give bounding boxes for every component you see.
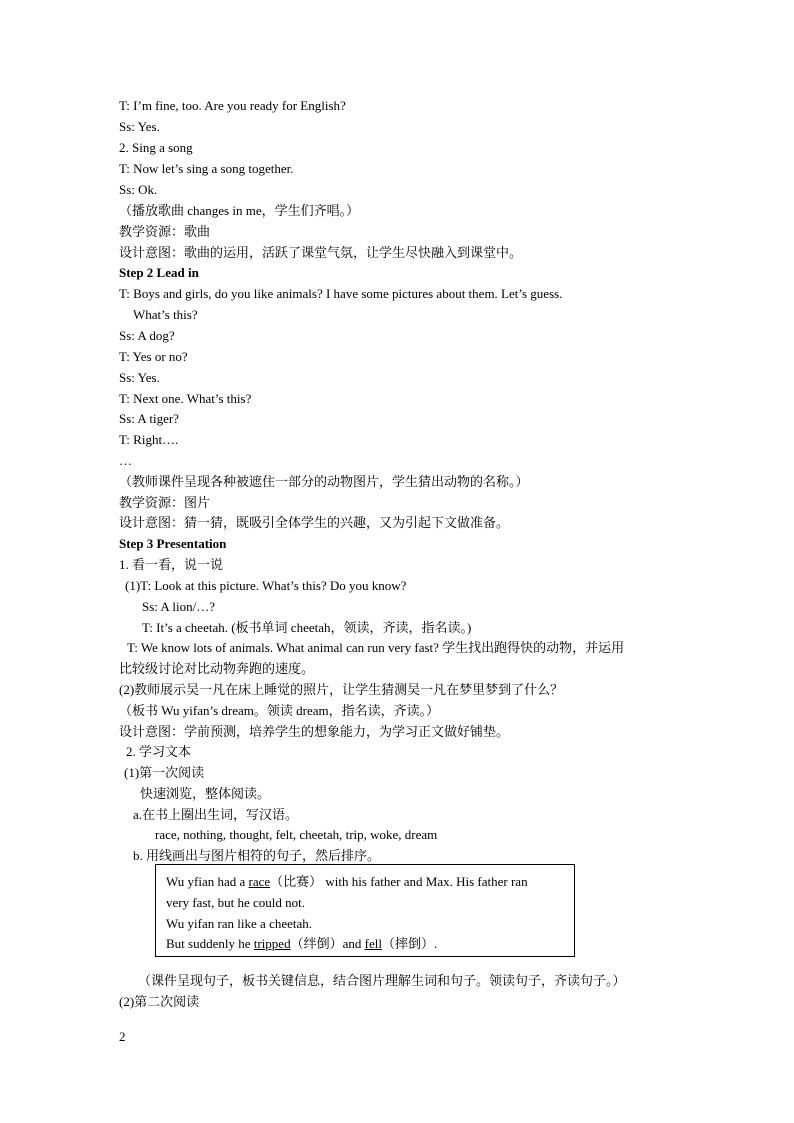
dialogue-line: What’s this?: [133, 307, 198, 322]
section-item: 1. 看一看，说一说: [119, 557, 224, 572]
ellipsis-line: …: [119, 453, 132, 468]
dialogue-line: T: Yes or no?: [119, 349, 188, 364]
note-line: （播放歌曲 changes in me，学生们齐唱。）: [119, 203, 360, 218]
page-number: 2: [119, 1029, 126, 1044]
design-intent-line: 设计意图：猜一猜，既吸引全体学生的兴趣，又为引起下文做准备。: [119, 515, 510, 530]
underlined-word: race: [248, 874, 271, 889]
dialogue-line: Ss: Yes.: [119, 119, 160, 134]
dialogue-line: (1)T: Look at this picture. What’s this? Do you know?: [125, 578, 407, 593]
vocabulary-list: race, nothing, thought, felt, cheetah, trip, woke, dream: [155, 827, 438, 842]
box-sentence: [166, 935, 437, 953]
step-heading: Step 2 Lead in: [119, 265, 199, 280]
dialogue-line: Ss: A tiger?: [119, 411, 179, 426]
section-item: 2. 学习文本: [126, 744, 192, 759]
activity-line: (2)教师展示吴一凡在床上睡觉的照片，让学生猜测吴一凡在梦里梦到了什么？: [119, 682, 564, 697]
box-sentence: very fast, but he could not.: [166, 895, 305, 910]
dialogue-line: T: I’m fine, too. Are you ready for English?: [119, 98, 346, 113]
section-subitem: (1)第一次阅读: [124, 765, 205, 780]
instruction-line: 快速浏览，整体阅读。: [140, 786, 271, 801]
note-line: （板书 Wu yifan’s dream。领读 dream，指名读，齐读。）: [119, 703, 440, 718]
underlined-word: fell: [364, 936, 382, 951]
section-subitem: (2)第二次阅读: [119, 994, 200, 1009]
sentence-text: Wu yfian had a: [166, 874, 249, 889]
text-sentences-box: [155, 864, 575, 957]
dialogue-line: 比较级讨论对比动物奔跑的速度。: [119, 661, 315, 676]
step-heading: Step 3 Presentation: [119, 536, 227, 551]
dialogue-line: Ss: A dog?: [119, 328, 175, 343]
underlined-word: tripped: [253, 936, 291, 951]
sentence-text: （摔倒）.: [381, 936, 438, 951]
resource-line: 教学资源：图片: [119, 495, 211, 510]
resource-line: 教学资源：歌曲: [119, 224, 211, 239]
dialogue-line: Ss: A lion/…?: [142, 599, 215, 614]
box-sentence: Wu yifan ran like a cheetah.: [166, 916, 313, 931]
dialogue-line: Ss: Ok.: [119, 182, 158, 197]
design-intent-line: 设计意图：歌曲的运用，活跃了课堂气氛，让学生尽快融入到课堂中。: [119, 245, 523, 260]
sentence-text: But suddenly he: [166, 936, 254, 951]
note-line: （教师课件呈现各种被遮住一部分的动物图片，学生猜出动物的名称。）: [119, 474, 529, 489]
dialogue-line: T: Boys and girls, do you like animals? I have some pictures about them. Let’s guess.: [119, 286, 563, 301]
task-b: b. 用线画出与图片相符的句子，然后排序。: [133, 848, 381, 863]
section-item: 2. Sing a song: [119, 140, 193, 155]
dialogue-line: T: We know lots of animals. What animal can run very fast? 学生找出跑得快的动物，并运用: [127, 640, 625, 655]
dialogue-line: Ss: Yes.: [119, 370, 160, 385]
dialogue-line: T: It’s a cheetah. (板书单词 cheetah，领读，齐读，指名读。): [142, 620, 472, 635]
dialogue-line: T: Now let’s sing a song together.: [119, 161, 294, 176]
task-a: a.在书上圈出生词，写汉语。: [133, 807, 299, 822]
dialogue-line: T: Right….: [119, 432, 179, 447]
sentence-text: （比赛） with his father and Max. His father ran: [270, 874, 528, 889]
note-line: （课件呈现句子，板书关键信息，结合图片理解生词和句子。领读句子，齐读句子。）: [138, 973, 626, 988]
box-sentence: [166, 873, 528, 891]
design-intent-line: 设计意图：学前预测，培养学生的想象能力，为学习正文做好铺垫。: [119, 724, 510, 739]
dialogue-line: T: Next one. What’s this?: [119, 391, 252, 406]
sentence-text: （绊倒）and: [290, 936, 365, 951]
